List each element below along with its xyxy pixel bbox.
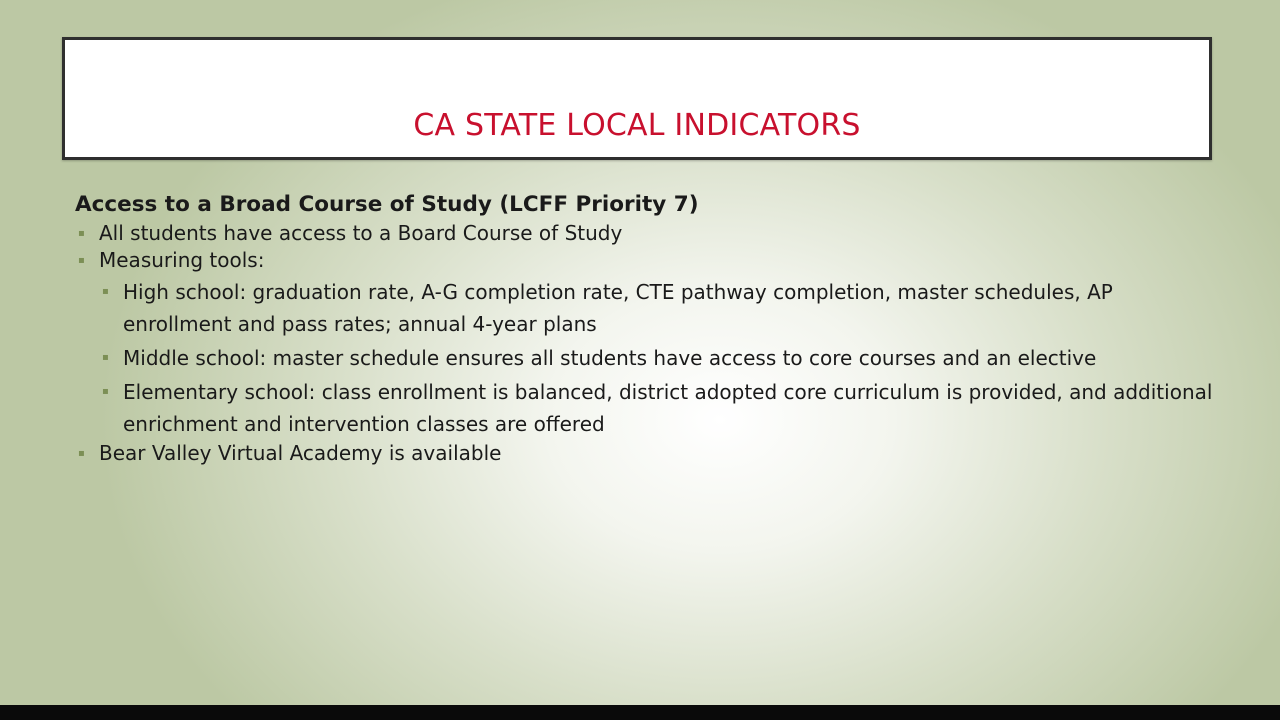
sub-bullet-text: Middle school: master schedule ensures all students have access to core courses and an elective bbox=[123, 346, 1097, 370]
bullet-icon: ▪ bbox=[102, 386, 109, 397]
bullet-text: Bear Valley Virtual Academy is available bbox=[99, 441, 502, 465]
sub-bullet-text: High school: graduation rate, A-G completion rate, CTE pathway completion, master schedules, AP enrollment and pass rates; annual 4-year plans bbox=[123, 280, 1113, 336]
bullet-icon: ▪ bbox=[78, 255, 85, 266]
video-bottom-bar bbox=[0, 705, 1280, 720]
sub-bullet-item bbox=[75, 342, 1225, 374]
bullet-icon: ▪ bbox=[78, 228, 85, 239]
bullet-icon: ▪ bbox=[78, 448, 85, 459]
sub-bullet-item bbox=[75, 276, 1225, 340]
sub-bullet-text: Elementary school: class enrollment is balanced, district adopted core curriculum is provided, and additional enrichment and intervention classes are offered bbox=[123, 380, 1213, 436]
bullet-icon: ▪ bbox=[102, 286, 109, 297]
section-heading: Access to a Broad Course of Study (LCFF Priority 7) bbox=[75, 192, 699, 217]
bullet-item bbox=[75, 247, 1225, 274]
bullet-icon: ▪ bbox=[102, 352, 109, 363]
bullet-text: Measuring tools: bbox=[99, 248, 265, 272]
slide-title: CA STATE LOCAL INDICATORS bbox=[413, 108, 861, 143]
slide-content bbox=[75, 190, 1225, 467]
bullet-text: All students have access to a Board Course of Study bbox=[99, 221, 623, 245]
title-box bbox=[62, 37, 1212, 160]
sub-bullet-item bbox=[75, 376, 1225, 440]
bullet-item bbox=[75, 440, 1225, 467]
bullet-item bbox=[75, 220, 1225, 247]
